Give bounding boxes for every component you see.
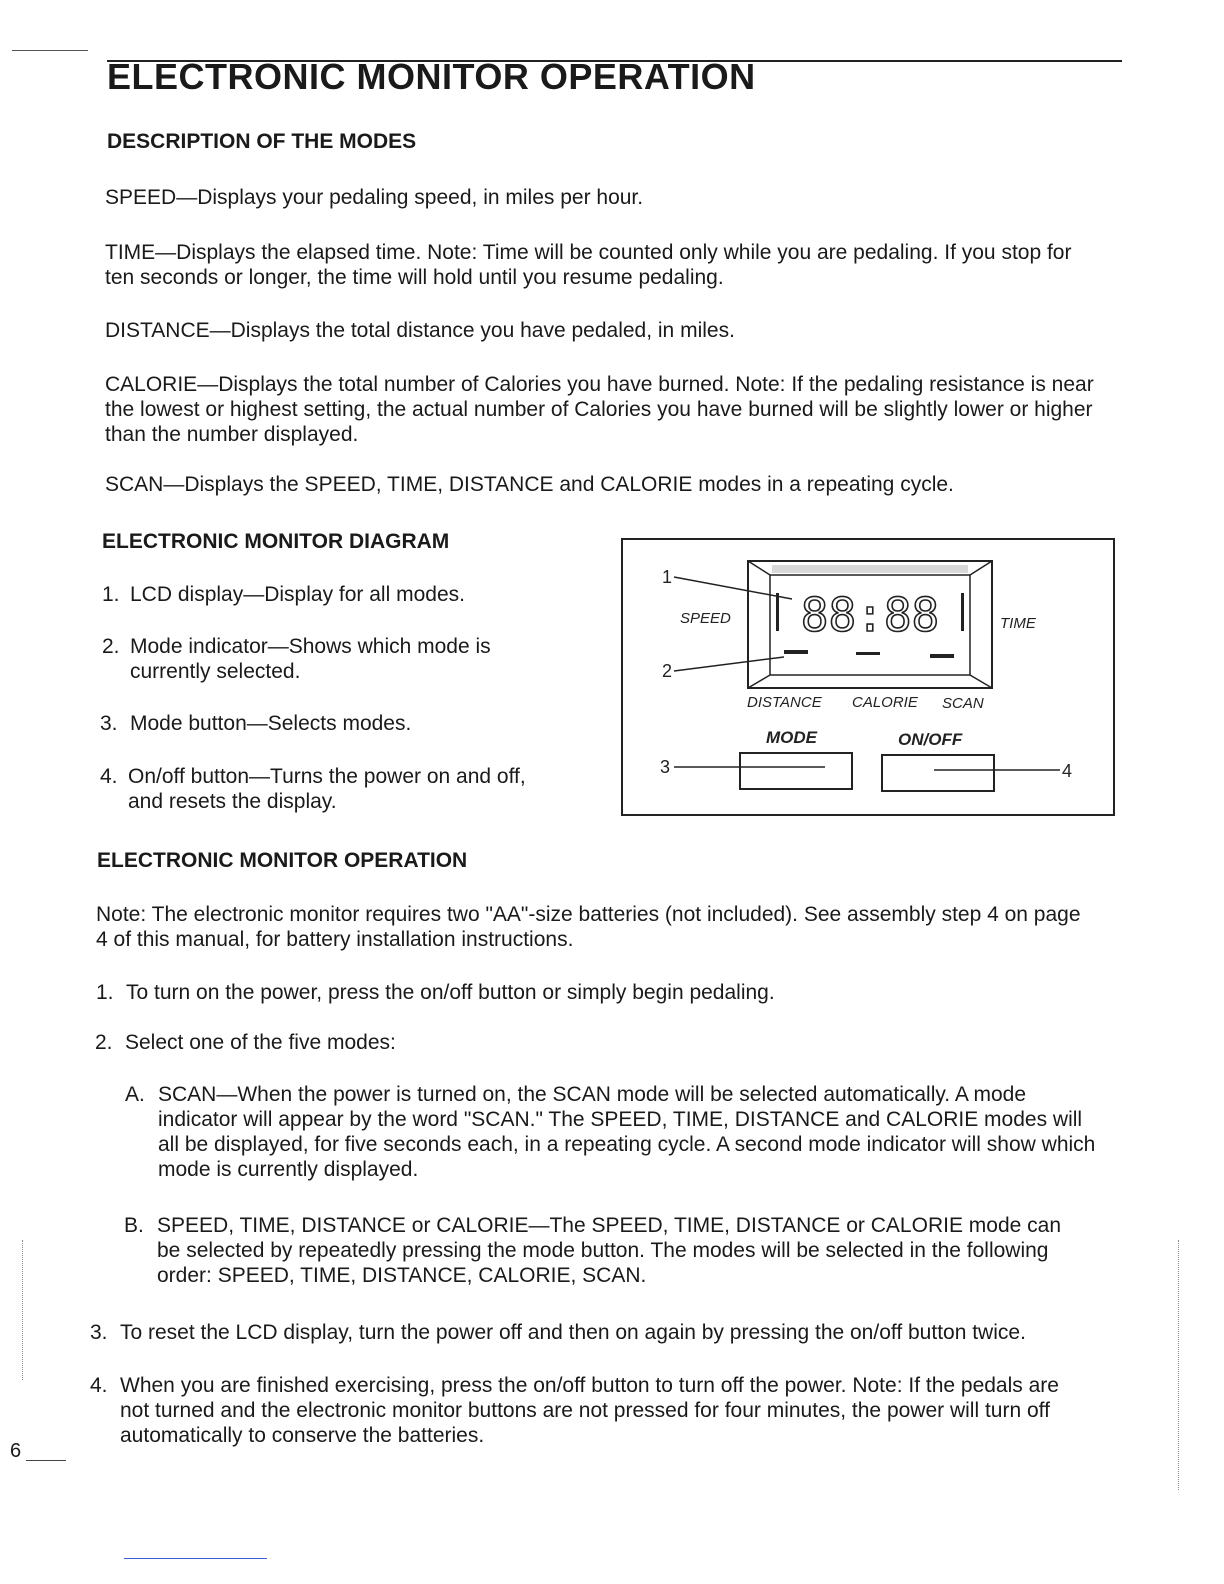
item-text: Mode button—Selects modes. [130, 712, 412, 735]
onoff-button[interactable] [882, 755, 994, 791]
step-text: Select one of the five modes: [125, 1031, 396, 1054]
step-number: 2. [95, 1031, 113, 1054]
substep-letter: A. [125, 1083, 145, 1106]
speed-paragraph: SPEED—Displays your pedaling speed, in miles per hour. [105, 186, 644, 209]
item-text: Mode indicator—Shows which mode is currently selected. [130, 635, 491, 683]
callout-4: 4 [1062, 761, 1073, 781]
operation-step-4 [90, 1373, 1090, 1448]
item-text: On/off button—Turns the power on and off, and resets the display. [128, 765, 526, 813]
lcd-right-marker [961, 593, 964, 631]
modes-heading: DESCRIPTION OF THE MODES [107, 130, 417, 153]
footer-line [124, 1558, 267, 1559]
operation-step-3 [90, 1320, 1090, 1345]
monitor-diagram-figure [620, 537, 1116, 817]
lcd-digits: 88:88 [800, 588, 940, 642]
step-text: To turn on the power, press the on/off button or simply begin pedaling. [126, 981, 775, 1004]
operation-substep-b [124, 1213, 1084, 1288]
item-number: 4. [100, 765, 118, 788]
margin-tick [1178, 1240, 1179, 1490]
step-text: When you are finished exercising, press the on/off button to turn off the power. Note: If the pedals are not turned and the electronic monitor buttons are not pressed for four minutes, the power will turn off automatically to conserve the batteries. [120, 1374, 1059, 1447]
diagram-item-2 [102, 634, 542, 684]
step-number: 3. [90, 1321, 108, 1344]
page-number: 6 [10, 1440, 22, 1462]
distance-paragraph: DISTANCE—Displays the total distance you have pedaled, in miles. [105, 319, 735, 342]
substep-text: SCAN—When the power is turned on, the SCAN mode will be selected automatically. A mode indicator will appear by the word "SCAN." The SPEED, TIME, DISTANCE and CALORIE modes will all be displayed, for five seconds each, in a repeating cycle. A second mode indicator will show which mode is currently displayed. [158, 1083, 1096, 1181]
substep-letter: B. [124, 1214, 144, 1237]
page-title: ELECTRONIC MONITOR OPERATION [107, 56, 756, 97]
onoff-button-label: ON/OFF [898, 730, 963, 749]
operation-heading: ELECTRONIC MONITOR OPERATION [97, 849, 468, 872]
lcd-glare [772, 565, 968, 573]
scan-paragraph: SCAN—Displays the SPEED, TIME, DISTANCE and CALORIE modes in a repeating cycle. [105, 473, 954, 496]
step-number: 4. [90, 1374, 108, 1397]
battery-note: Note: The electronic monitor requires two "AA"-size batteries (not included). See assembly step 4 on page 4 of this manual, for battery installation instructions. [96, 903, 1081, 951]
operation-substep-a [125, 1082, 1100, 1182]
step-text: To reset the LCD display, turn the power off and then on again by pressing the on/off button twice. [120, 1321, 1026, 1344]
mode-indicator [930, 654, 954, 658]
substep-text: SPEED, TIME, DISTANCE or CALORIE—The SPEED, TIME, DISTANCE or CALORIE mode can be selected by repeatedly pressing the mode button. The modes will be selected in the following order: SPEED, TIME, DISTANCE, CALORIE, SCAN. [157, 1214, 1062, 1287]
item-number: 1. [102, 583, 120, 606]
operation-step-2 [95, 1030, 1095, 1055]
mode-button[interactable] [740, 753, 852, 789]
calorie-paragraph: CALORIE—Displays the total number of Calories you have burned. Note: If the pedaling resistance is near the lowest or highest setting, the actual number of Calories you have burned will be slightly lower or higher than the number displayed. [105, 373, 1094, 446]
callout-2: 2 [662, 661, 673, 681]
operation-step-1 [96, 980, 1096, 1005]
callout-3: 3 [660, 757, 671, 777]
mode-indicator [784, 650, 808, 654]
diagram-heading: ELECTRONIC MONITOR DIAGRAM [102, 530, 450, 553]
label-calorie: CALORIE [852, 694, 918, 711]
mode-indicator [856, 652, 880, 655]
lcd-left-marker [776, 593, 779, 631]
diagram-item-1 [102, 582, 542, 607]
page-number-rule [26, 1460, 66, 1461]
label-scan: SCAN [942, 695, 984, 712]
label-time: TIME [1000, 615, 1036, 632]
item-number: 2. [102, 635, 120, 658]
label-distance: DISTANCE [747, 694, 822, 711]
step-number: 1. [96, 981, 114, 1004]
time-paragraph: TIME—Displays the elapsed time. Note: Time will be counted only while you are pedaling. If you stop for ten seconds or longer, the time will hold until you resume pedaling. [105, 241, 1072, 289]
item-text: LCD display—Display for all modes. [130, 583, 465, 606]
label-speed: SPEED [680, 610, 731, 627]
monitor-diagram [620, 537, 1116, 817]
item-number: 3. [100, 712, 118, 735]
diagram-item-4 [100, 764, 560, 814]
mode-button-label: MODE [766, 728, 817, 747]
diagram-item-3 [100, 711, 540, 736]
margin-tick [22, 1240, 23, 1380]
margin-mark [12, 50, 88, 51]
callout-1: 1 [662, 567, 673, 587]
